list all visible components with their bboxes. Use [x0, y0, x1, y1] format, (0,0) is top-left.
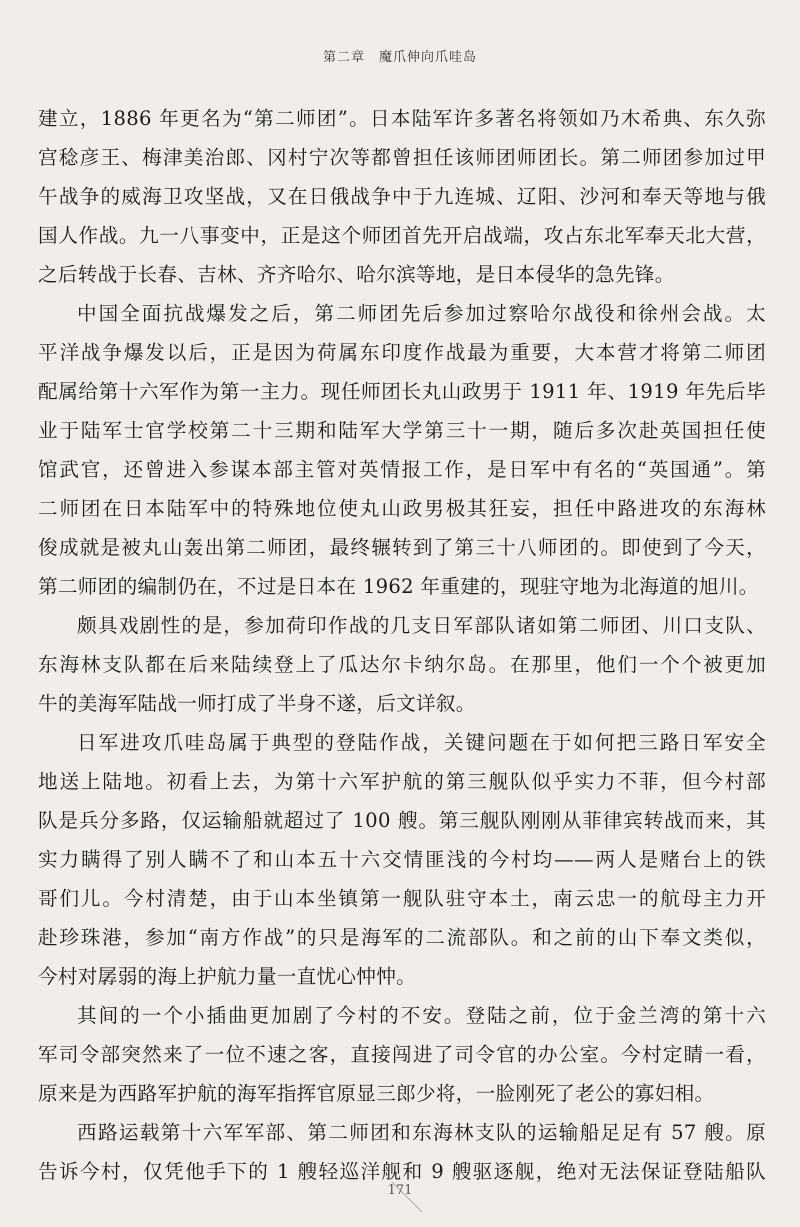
text-line: 赴珍珠港，参加“南方作战”的只是海军的二流部队。和之前的山下奉文类似，	[38, 926, 766, 949]
paragraph	[38, 99, 766, 294]
paragraph	[38, 606, 766, 723]
text-line: 日军进攻爪哇岛属于典型的登陆作战，关键问题在于如何把三路日军安全	[77, 731, 766, 754]
text-line: 今村对孱弱的海上护航力量一直忧心忡忡。	[38, 965, 416, 988]
text-line: 颇具戏剧性的是，参加荷印作战的几支日军部队诸如第二师团、川口支队、	[77, 614, 766, 637]
text-line: 原来是为西路军护航的海军指挥官原显三郎少将，一脸刚死了老公的寡妇相。	[38, 1082, 715, 1105]
paragraph	[38, 723, 766, 996]
text-line: 西路运载第十六军军部、第二师团和东海林支队的运输船足足有 57 艘。原	[77, 1121, 766, 1144]
text-line: 配属给第十六军作为第一主力。现任师团长丸山政男于 1911 年、1919 年先后毕	[38, 380, 766, 403]
text-line: 宫稔彦王、梅津美治郎、冈村宁次等都曾担任该师团师团长。第二师团参加过甲	[38, 146, 766, 169]
text-line: 哥们儿。今村清楚，由于山本坐镇第一舰队驻守本土，南云忠一的航母主力开	[38, 887, 766, 910]
paragraph	[38, 294, 766, 606]
chapter-title: 魔爪伸向爪哇岛	[379, 50, 478, 65]
text-line: 午战争的威海卫攻坚战，又在日俄战争中于九连城、辽阳、沙河和奉天等地与俄	[38, 185, 766, 208]
text-line: 实力瞒得了别人瞒不了和山本五十六交情匪浅的今村均——两人是赌台上的铁	[38, 848, 766, 871]
text-line: 建立，1886 年更名为“第二师团”。日本陆军许多著名将领如乃木希典、东久弥	[38, 107, 766, 130]
text-line: 地送上陆地。初看上去，为第十六军护航的第三舰队似乎实力不菲，但今村部	[38, 770, 766, 793]
body-text	[38, 99, 766, 1191]
text-line: 二师团在日本陆军中的特殊地位使丸山政男极其狂妄，担任中路进攻的东海林	[38, 497, 766, 520]
text-line: 其间的一个小插曲更加剧了今村的不安。登陆之前，位于金兰湾的第十六	[77, 1004, 766, 1027]
text-line: 第二师团的编制仍在，不过是日本在 1962 年重建的，现驻守地为北海道的旭川。	[38, 575, 759, 598]
text-line: 告诉今村，仅凭他手下的 1 艘轻巡洋舰和 9 艘驱逐舰，绝对无法保证登陆船队	[38, 1160, 766, 1183]
text-line: 东海林支队都在后来陆续登上了瓜达尔卡纳尔岛。在那里，他们一个个被更加	[38, 653, 766, 676]
text-line: 军司令部突然来了一位不速之客，直接闯进了司令官的办公室。今村定睛一看，	[38, 1043, 766, 1066]
text-line: 之后转战于长春、吉林、齐齐哈尔、哈尔滨等地，是日本侵华的急先锋。	[38, 263, 675, 286]
running-header	[0, 46, 800, 65]
paragraph	[38, 996, 766, 1113]
text-line: 业于陆军士官学校第二十三期和陆军大学第三十一期，随后多次赴英国担任使	[38, 419, 766, 442]
text-line: 俊成就是被丸山轰出第二师团，最终辗转到了第三十八师团的。即使到了今天，	[38, 536, 766, 559]
text-line: 中国全面抗战爆发之后，第二师团先后参加过察哈尔战役和徐州会战。太	[77, 302, 766, 325]
text-line: 牛的美海军陆战一师打成了半身不遂，后文详叙。	[38, 692, 476, 715]
text-line: 馆武官，还曾进入参谋本部主管对英情报工作，是日军中有名的“英国通”。第	[38, 458, 766, 481]
text-line: 队是兵分多路，仅运输船就超过了 100 艘。第三舰队刚刚从菲律宾转战而来，其	[38, 809, 766, 832]
page-number: 171	[387, 1183, 413, 1198]
text-line: 平洋战争爆发以后，正是因为荷属东印度作战最为重要，大本营才将第二师团	[38, 341, 766, 364]
chapter-number: 第二章	[322, 50, 365, 65]
text-line: 国人作战。九一八事变中，正是这个师团首先开启战端，攻占东北军奉天北大营，	[38, 224, 766, 247]
